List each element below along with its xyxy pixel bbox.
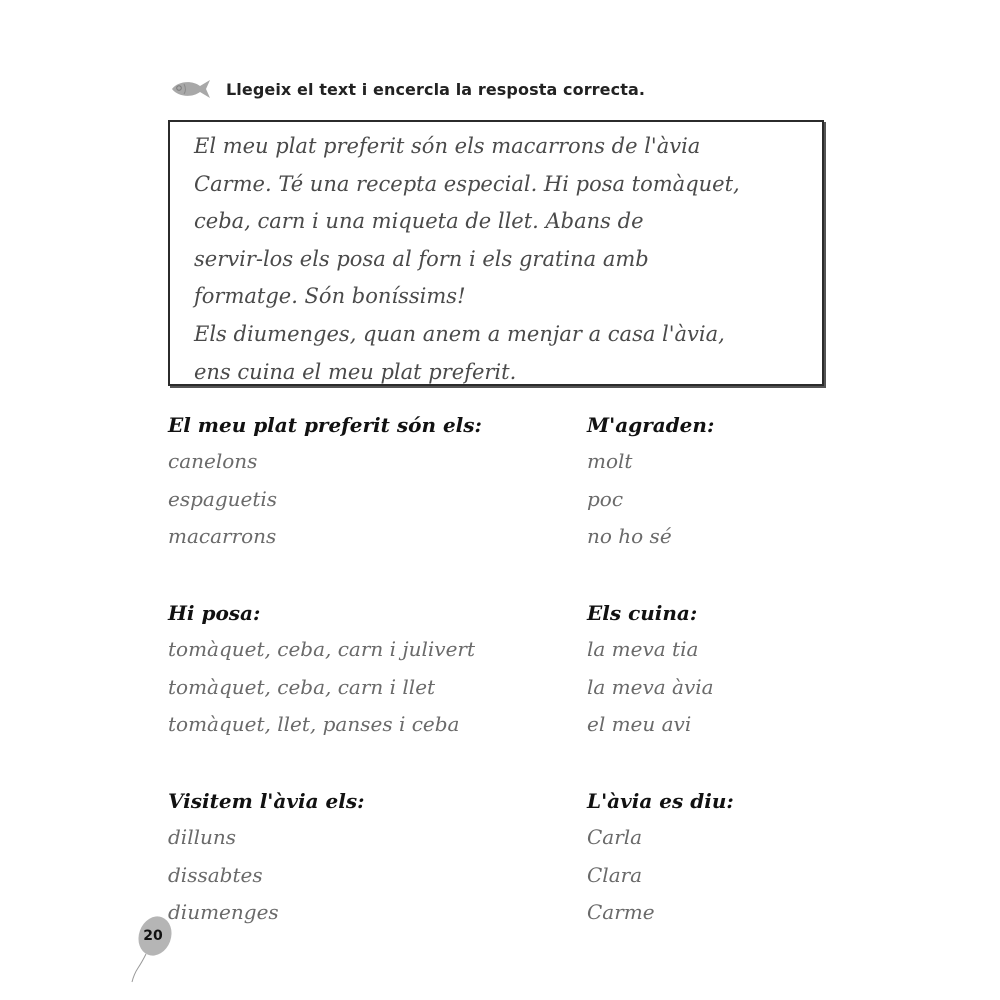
- answer-option[interactable]: tomàquet, ceba, carn i llet: [168, 674, 436, 699]
- answer-option[interactable]: dilluns: [168, 825, 237, 849]
- page-number-balloon: [128, 914, 178, 984]
- answer-option[interactable]: tomàquet, llet, panses i ceba: [168, 712, 460, 736]
- question-title: Hi posa:: [168, 601, 261, 625]
- fish-icon: [170, 78, 214, 100]
- question-title: El meu plat preferit són els:: [168, 413, 482, 437]
- instruction-text: Llegeix el text i encercla la resposta correcta.: [226, 79, 646, 99]
- page-number: 20: [143, 928, 163, 944]
- answer-option[interactable]: la meva àvia: [587, 674, 714, 699]
- question-grandma-name: [587, 783, 734, 932]
- reading-line: Els diumenges, quan anem a menjar a casa l'àvia,: [194, 321, 725, 346]
- reading-text-box: [168, 120, 824, 386]
- question-like-amount: [587, 407, 714, 556]
- answer-option[interactable]: poc: [587, 486, 624, 511]
- question-ingredients: [168, 595, 475, 744]
- reading-line: Carme. Té una recepta especial. Hi posa tomàquet,: [194, 171, 740, 196]
- reading-line: ens cuina el meu plat preferit.: [194, 359, 517, 384]
- question-title: Els cuina:: [587, 601, 698, 625]
- answer-option[interactable]: macarrons: [168, 524, 277, 548]
- answer-option[interactable]: molt: [587, 449, 633, 473]
- answer-option[interactable]: Carla: [587, 825, 643, 849]
- answer-option[interactable]: Carme: [587, 900, 655, 924]
- balloon-icon: [128, 914, 178, 984]
- reading-line: servir-los els posa al forn i els gratina amb: [194, 246, 649, 271]
- reading-line: formatge. Són boníssims!: [194, 284, 466, 309]
- question-favorite-dish: [168, 407, 482, 556]
- reading-line: ceba, carn i una miqueta de llet. Abans de: [194, 209, 644, 234]
- question-title: L'àvia es diu:: [587, 789, 734, 813]
- question-title: Visitem l'àvia els:: [168, 789, 365, 813]
- answer-option[interactable]: canelons: [168, 449, 258, 473]
- answer-option[interactable]: tomàquet, ceba, carn i julivert: [168, 637, 476, 661]
- instruction-header: [170, 74, 645, 104]
- answer-option[interactable]: espaguetis: [168, 486, 278, 511]
- question-title: M'agraden:: [587, 413, 715, 437]
- question-who-cooks: [587, 595, 714, 744]
- answer-option[interactable]: Clara: [587, 862, 643, 887]
- answer-option[interactable]: el meu avi: [587, 712, 692, 736]
- question-visit-day: [168, 783, 365, 932]
- answer-option[interactable]: la meva tia: [587, 637, 699, 661]
- answer-option[interactable]: dissabtes: [168, 862, 263, 887]
- reading-line: El meu plat preferit són els macarrons de l'àvia: [194, 134, 701, 158]
- answer-option[interactable]: diumenges: [168, 900, 279, 924]
- answer-option[interactable]: no ho sé: [587, 524, 672, 548]
